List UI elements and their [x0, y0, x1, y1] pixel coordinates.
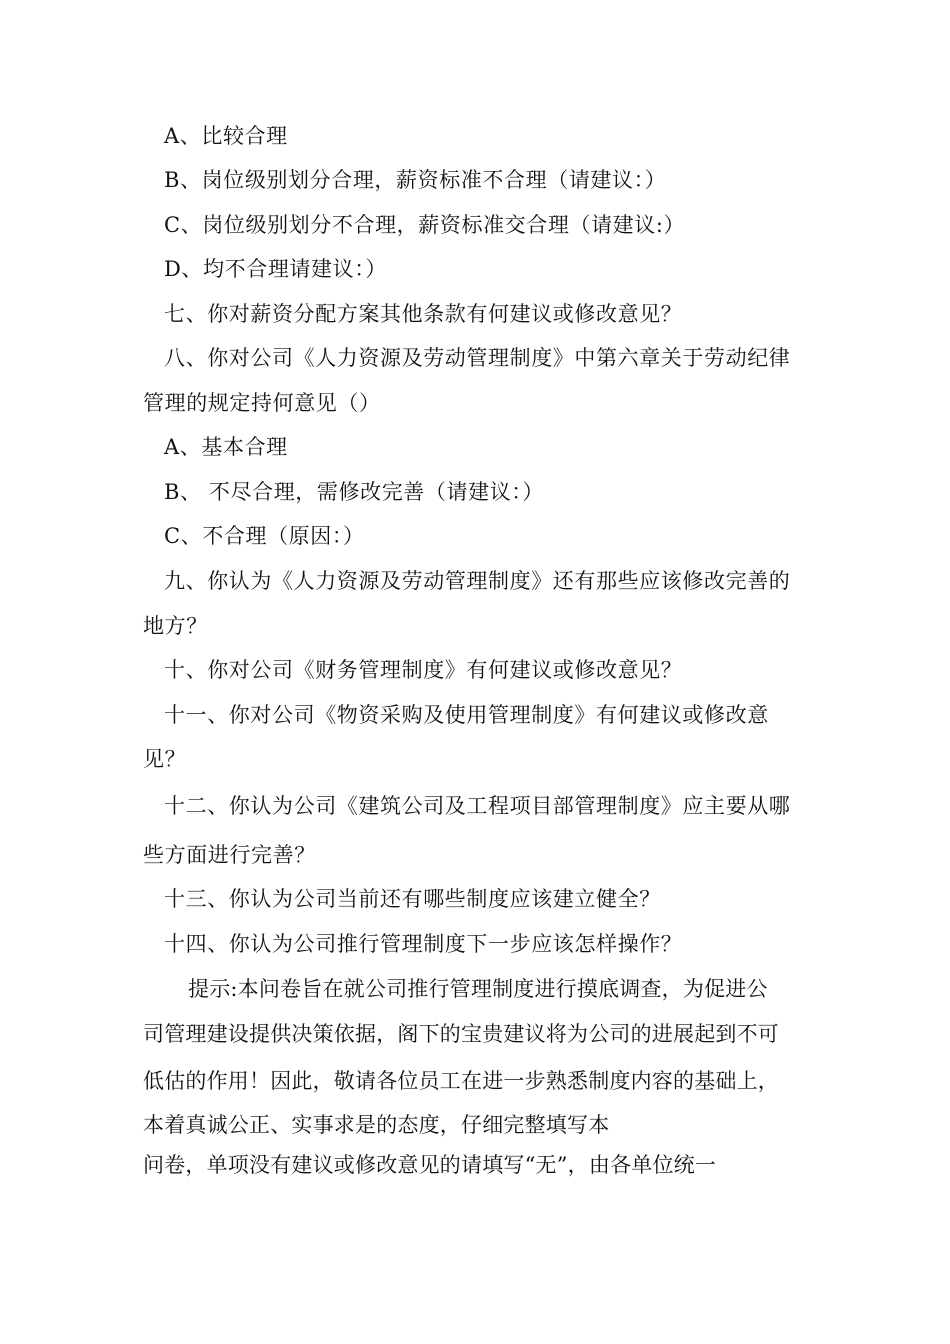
- question-11-line-2: 见？: [143, 747, 187, 771]
- option-b-level-reasonable: B、岗位级别划分合理，薪资标准不合理（请建议：）: [164, 168, 667, 192]
- question-12-line-2: 些方面进行完善？: [143, 843, 316, 867]
- q8-option-b: B、 不尽合理，需修改完善（请建议：）: [164, 480, 545, 504]
- question-11-line-1: 十一、你对公司《物资采购及使用管理制度》有何建议或修改意: [164, 703, 769, 727]
- q8-option-c: C、不合理（原因：）: [164, 524, 365, 548]
- question-8-line-1: 八、你对公司《人力资源及劳动管理制度》中第六章关于劳动纪律: [164, 346, 791, 370]
- note-line-1: 提示:本问卷旨在就公司推行管理制度进行摸底调查，为促进公: [188, 977, 768, 1001]
- question-10: 十、你对公司《财务管理制度》有何建议或修改意见？: [164, 658, 683, 682]
- question-8-line-2: 管理的规定持何意见（）: [143, 391, 381, 415]
- question-13: 十三、你认为公司当前还有哪些制度应该建立健全？: [164, 887, 661, 911]
- note-line-4: 本着真诚公正、实事求是的态度，仔细完整填写本: [143, 1113, 610, 1137]
- question-12-line-1: 十二、你认为公司《建筑公司及工程项目部管理制度》应主要从哪: [164, 794, 791, 818]
- question-9-line-2: 地方？: [143, 614, 208, 638]
- question-14: 十四、你认为公司推行管理制度下一步应该怎样操作？: [164, 932, 683, 956]
- option-d-all-unreasonable: D、均不合理请建议：）: [164, 257, 387, 281]
- question-9-line-1: 九、你认为《人力资源及劳动管理制度》还有那些应该修改完善的: [164, 569, 791, 593]
- option-c-level-unreasonable: C、岗位级别划分不合理，薪资标准交合理（请建议:）: [164, 213, 686, 237]
- option-a-reasonable: A、比较合理: [164, 124, 288, 148]
- note-line-2: 司管理建设提供决策依据，阁下的宝贵建议将为公司的进展起到不可: [143, 1022, 779, 1046]
- question-7: 七、你对薪资分配方案其他条款有何建议或修改意见？: [164, 302, 683, 326]
- note-line-3: 低估的作用！因此，敬请各位员工在进一步熟悉制度内容的基础上，: [143, 1069, 779, 1093]
- q8-option-a: A、基本合理: [164, 435, 288, 459]
- note-line-5: 问卷，单项没有建议或修改意见的请填写“无”，由各单位统一: [143, 1153, 717, 1177]
